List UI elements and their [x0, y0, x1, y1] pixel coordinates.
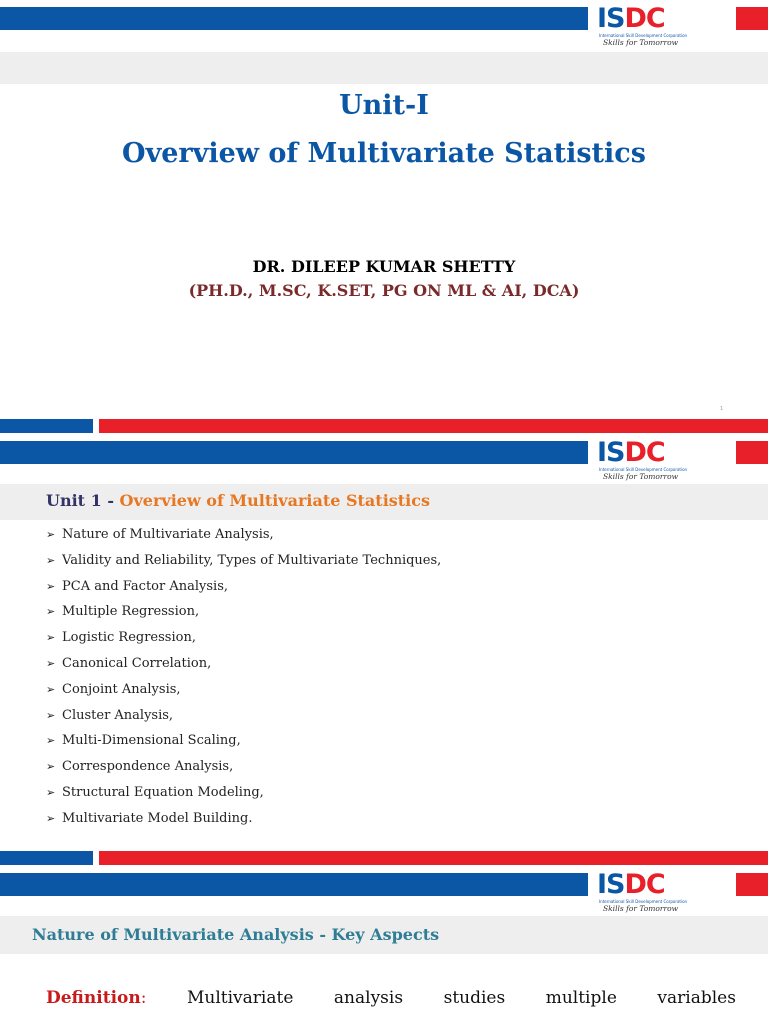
list-item: ➢ Multiple Regression,: [46, 604, 200, 620]
isdc-logo: ISDC International Skill Development Corporation Skills for Tomorrow: [597, 437, 688, 481]
page-number: 1: [720, 406, 724, 412]
author-name: DR. DILEEP KUMAR SHETTY: [252, 257, 516, 276]
author-credentials: (PH.D., M.SC, K.SET, PG ON ML & AI, DCA): [188, 281, 580, 300]
header-red-band: [736, 7, 768, 30]
topic-list: [46, 522, 441, 832]
slide-header: [0, 866, 768, 918]
isdc-logo: ISDC International Skill Development Corporation Skills for Tomorrow: [597, 3, 688, 47]
slide-divider: [0, 850, 768, 866]
slide-heading: Unit 1 - Overview of Multivariate Statistics: [46, 491, 430, 510]
footer-red-bar: [99, 419, 768, 433]
list-item: ➢ Logistic Regression,: [46, 630, 196, 646]
header-red-band: [736, 441, 768, 464]
footer-red-bar: [99, 851, 768, 865]
header-red-band: [736, 873, 768, 896]
list-item: ➢ Canonical Correlation,: [46, 655, 212, 671]
list-item: ➢ PCA and Factor Analysis,: [46, 578, 229, 594]
header-blue-band: [0, 873, 588, 896]
slide-heading: Nature of Multivariate Analysis - Key Aspects: [32, 925, 440, 944]
unit-title: Unit-I: [339, 90, 429, 121]
isdc-logo: ISDC International Skill Development Corporation Skills for Tomorrow: [597, 869, 688, 913]
definition-label: Definition:: [46, 988, 147, 1008]
slide-3: [0, 866, 768, 1024]
list-item: ➢ Structural Equation Modeling,: [46, 784, 264, 800]
header-blue-band: [0, 441, 588, 464]
slide-header: [0, 434, 768, 486]
logo-corporation-text: International Skill Development Corporation: [599, 33, 688, 38]
footer-blue-bar: [0, 851, 93, 865]
slide-title: Overview of Multivariate Statistics: [122, 138, 646, 169]
header-grey-band: [0, 52, 768, 84]
slide-divider: [0, 418, 768, 434]
list-item: ➢ Validity and Reliability, Types of Multivariate Techniques,: [46, 552, 442, 568]
logo-tagline: Skills for Tomorrow: [603, 472, 679, 481]
list-item: ➢ Correspondence Analysis,: [46, 759, 234, 775]
logo-corporation-text: International Skill Development Corporation: [599, 467, 688, 472]
footer-blue-bar: [0, 419, 93, 433]
header-blue-band: [0, 7, 588, 30]
slide-2: [0, 434, 768, 852]
logo-corporation-text: International Skill Development Corporation: [599, 899, 688, 904]
list-item: ➢ Multivariate Model Building.: [46, 810, 253, 826]
logo-tagline: Skills for Tomorrow: [603, 904, 679, 913]
definition-line: Definition: Multivariate analysis studies multiple variables: [46, 988, 736, 1008]
logo-tagline: Skills for Tomorrow: [603, 38, 679, 47]
list-item: ➢ Nature of Multivariate Analysis,: [46, 527, 274, 542]
list-item: ➢ Conjoint Analysis,: [46, 681, 181, 697]
list-item: ➢ Multi-Dimensional Scaling,: [46, 733, 241, 749]
slide-1: [0, 0, 768, 418]
slide-header: [0, 0, 768, 52]
list-item: ➢ Cluster Analysis,: [46, 707, 174, 723]
